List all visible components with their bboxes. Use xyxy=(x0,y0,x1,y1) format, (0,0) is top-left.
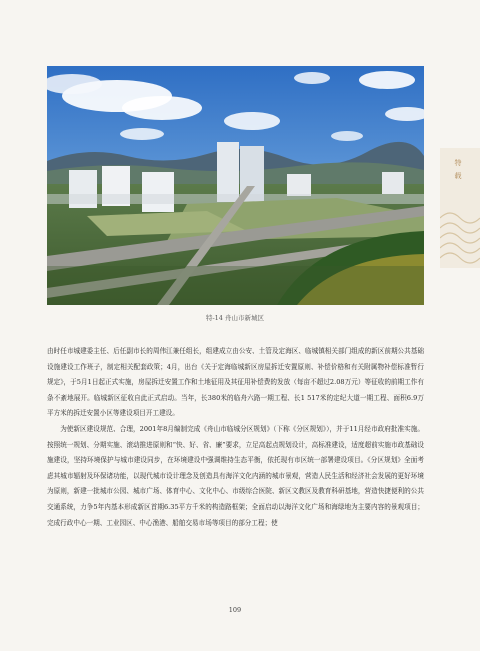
chapter-label: 特载 xyxy=(454,159,462,180)
paragraph: 为使新区建设规范、合理，2001年8月编制完成《舟山市临城分区规划》（下称《分区规划》），并于11月经市政府批准实施。按照统一规划、分期实施、滚动推进原则和“快、好、省、廉”要求，立足高起点规划设计，高标准建设，适度超前实施市政基础设施建设，坚持环境保护与城市建设同步，在环境建设中强调维持生态平衡，依托现有市区统一部署建设项目。《分区规划》全面考虑其城市辐射及环保诸功能，以现代城市设计理念及创造具有海洋文化内涵的城市景观，营造人民生活和经济社会发展的更好环境为原则，新建一批城市公园、城市广场、体育中心、文化中心、市级综合医院、新区文教区及教育科研基地，营造快捷便利的公共交通系统，力争5年内基本形成新区首期6.35平方千米的构造路框架；全面启动以海洋文化广场和海绿地为主要内容的景观项目；完成行政中心一期、工业园区、中心渔港、船舶交易市场等项目的部分工程；使 xyxy=(47,424,424,527)
figure-caption: 特-14 舟山市新城区 xyxy=(205,314,265,322)
city-photo xyxy=(47,66,424,305)
new-city-district-photo xyxy=(47,66,424,305)
paragraph: 由时任市城建委主任、后任副市长的周伟江兼任组长，组建成立由公安、土管及定海区、临城镇相关部门组成的新区前期公共基础设施建设工作班子，制定相关配套政策；4月，出台《关于定海临城新区房屋拆迁安置原则、补偿价格和有关附属物补偿标准暂行规定》，于5月1日起正式实施，房屋拆迁安置工作和土地征用及其征用补偿费的发放（每亩不超过2.08万元）等征收的前期工作有条不紊地展开。临城新区征收自此正式启动。当年，长380米的临舟六路一期工程、长1 517米的定纪大道一期工程、面积6.9万平方米的拆迁安置小区等建设项目开工建设。 xyxy=(47,347,424,418)
page-number: 109 xyxy=(228,606,242,614)
body-text xyxy=(47,344,424,531)
